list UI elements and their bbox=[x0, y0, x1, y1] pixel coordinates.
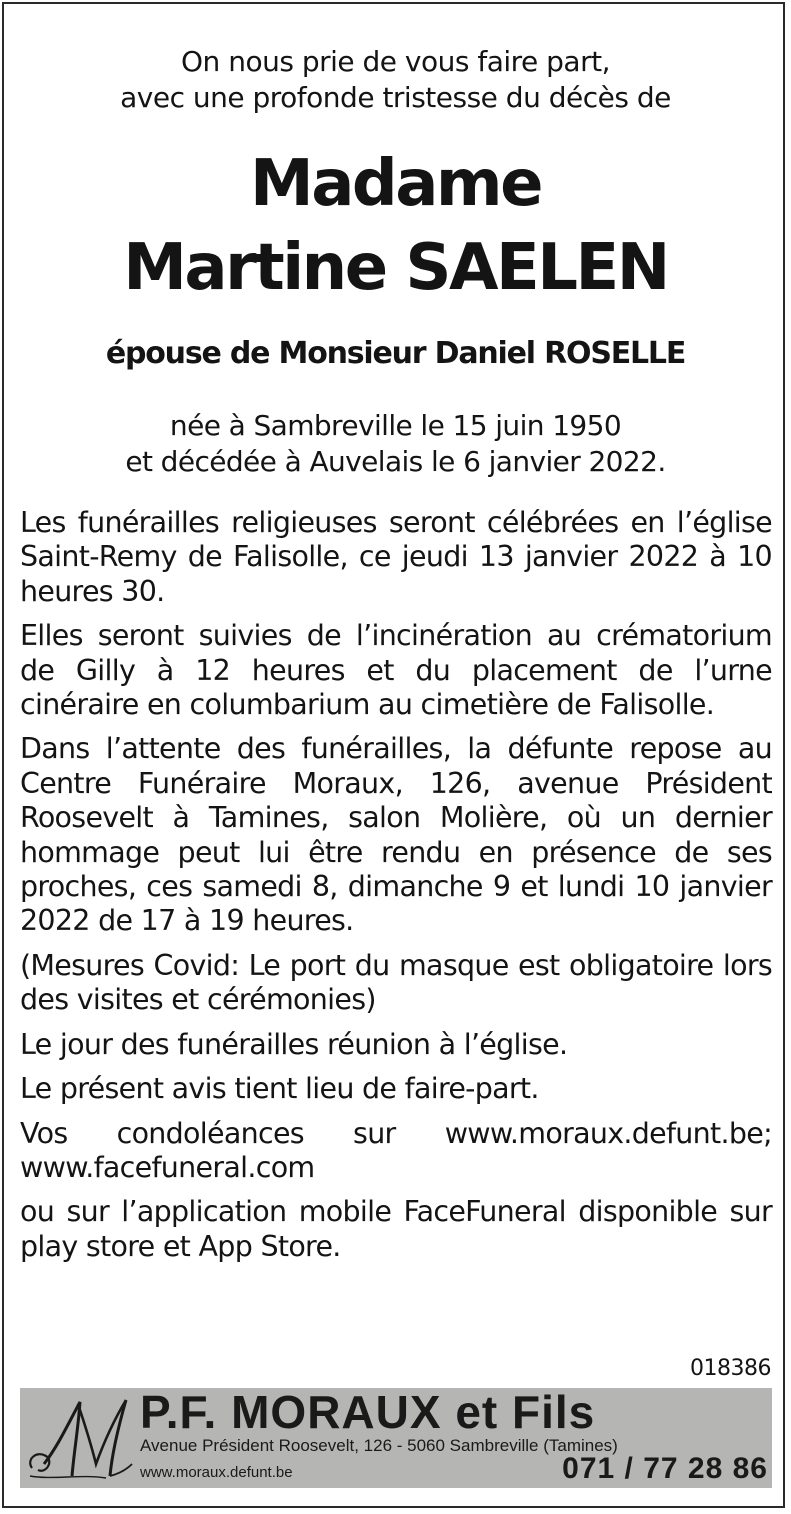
life-dates bbox=[0, 408, 791, 480]
paragraph-cremation: Elles seront suivies de l’incinération au crématorium de Gilly à 12 heures et du placement de l’urne cinéraire en columbarium au cimetière de Falisolle. bbox=[20, 619, 772, 722]
intro-line-1: On nous prie de vous faire part, bbox=[181, 45, 610, 78]
paragraph-condolences: Vos condoléances sur www.moraux.defunt.be; www.facefuneral.com bbox=[20, 1116, 772, 1184]
deceased-full-name: Martine SAELEN bbox=[123, 231, 668, 305]
birth-line: née à Sambreville le 15 juin 1950 bbox=[169, 409, 622, 442]
funeral-home-phone: 071 / 77 28 86 bbox=[562, 1452, 768, 1485]
funeral-home-address: Avenue Président Roosevelt, 126 - 5060 Sambreville (Tamines) bbox=[140, 1436, 618, 1455]
funeral-home-name: P.F. MORAUX et Fils bbox=[140, 1386, 596, 1438]
paragraph-visitation: Dans l’attente des funérailles, la défunte repose au Centre Funéraire Moraux, 126, avenue Président Roosevelt à Tamines, salon Molière, où un dernier hommage peut lui être rendu en présence de ses proches, ces samedi 8, dimanche 9 et lundi 10 janvier 2022 de 17 à 19 heures. bbox=[20, 732, 772, 938]
funeral-home-banner bbox=[20, 1388, 772, 1488]
deceased-name bbox=[0, 142, 791, 310]
intro-line-2: avec une profonde tristesse du décès de bbox=[120, 81, 671, 114]
paragraph-covid: (Mesures Covid: Le port du masque est obligatoire lors des visites et cérémonies) bbox=[20, 948, 772, 1017]
paragraph-funeral: Les funérailles religieuses seront célébrées en l’église Saint-Remy de Falisolle, ce jeudi 13 janvier 2022 à 10 heures 30. bbox=[20, 506, 772, 608]
deceased-title: Madame bbox=[250, 147, 541, 221]
script-m-monogram-icon bbox=[22, 1394, 140, 1486]
notice-body bbox=[20, 506, 772, 1274]
paragraph-meeting: Le jour des funérailles réunion à l’église. bbox=[20, 1027, 568, 1061]
reference-number: 018386 bbox=[690, 1356, 771, 1381]
intro-text bbox=[0, 44, 791, 116]
funeral-home-website[interactable]: www.moraux.defunt.be bbox=[140, 1464, 293, 1481]
paragraph-notice: Le présent avis tient lieu de faire-part. bbox=[20, 1072, 539, 1106]
death-line: et décédée à Auvelais le 6 janvier 2022. bbox=[125, 445, 666, 478]
paragraph-app: ou sur l’application mobile FaceFuneral disponible sur play store et App Store. bbox=[20, 1195, 772, 1263]
spouse-line: épouse de Monsieur Daniel ROSELLE bbox=[105, 336, 686, 371]
